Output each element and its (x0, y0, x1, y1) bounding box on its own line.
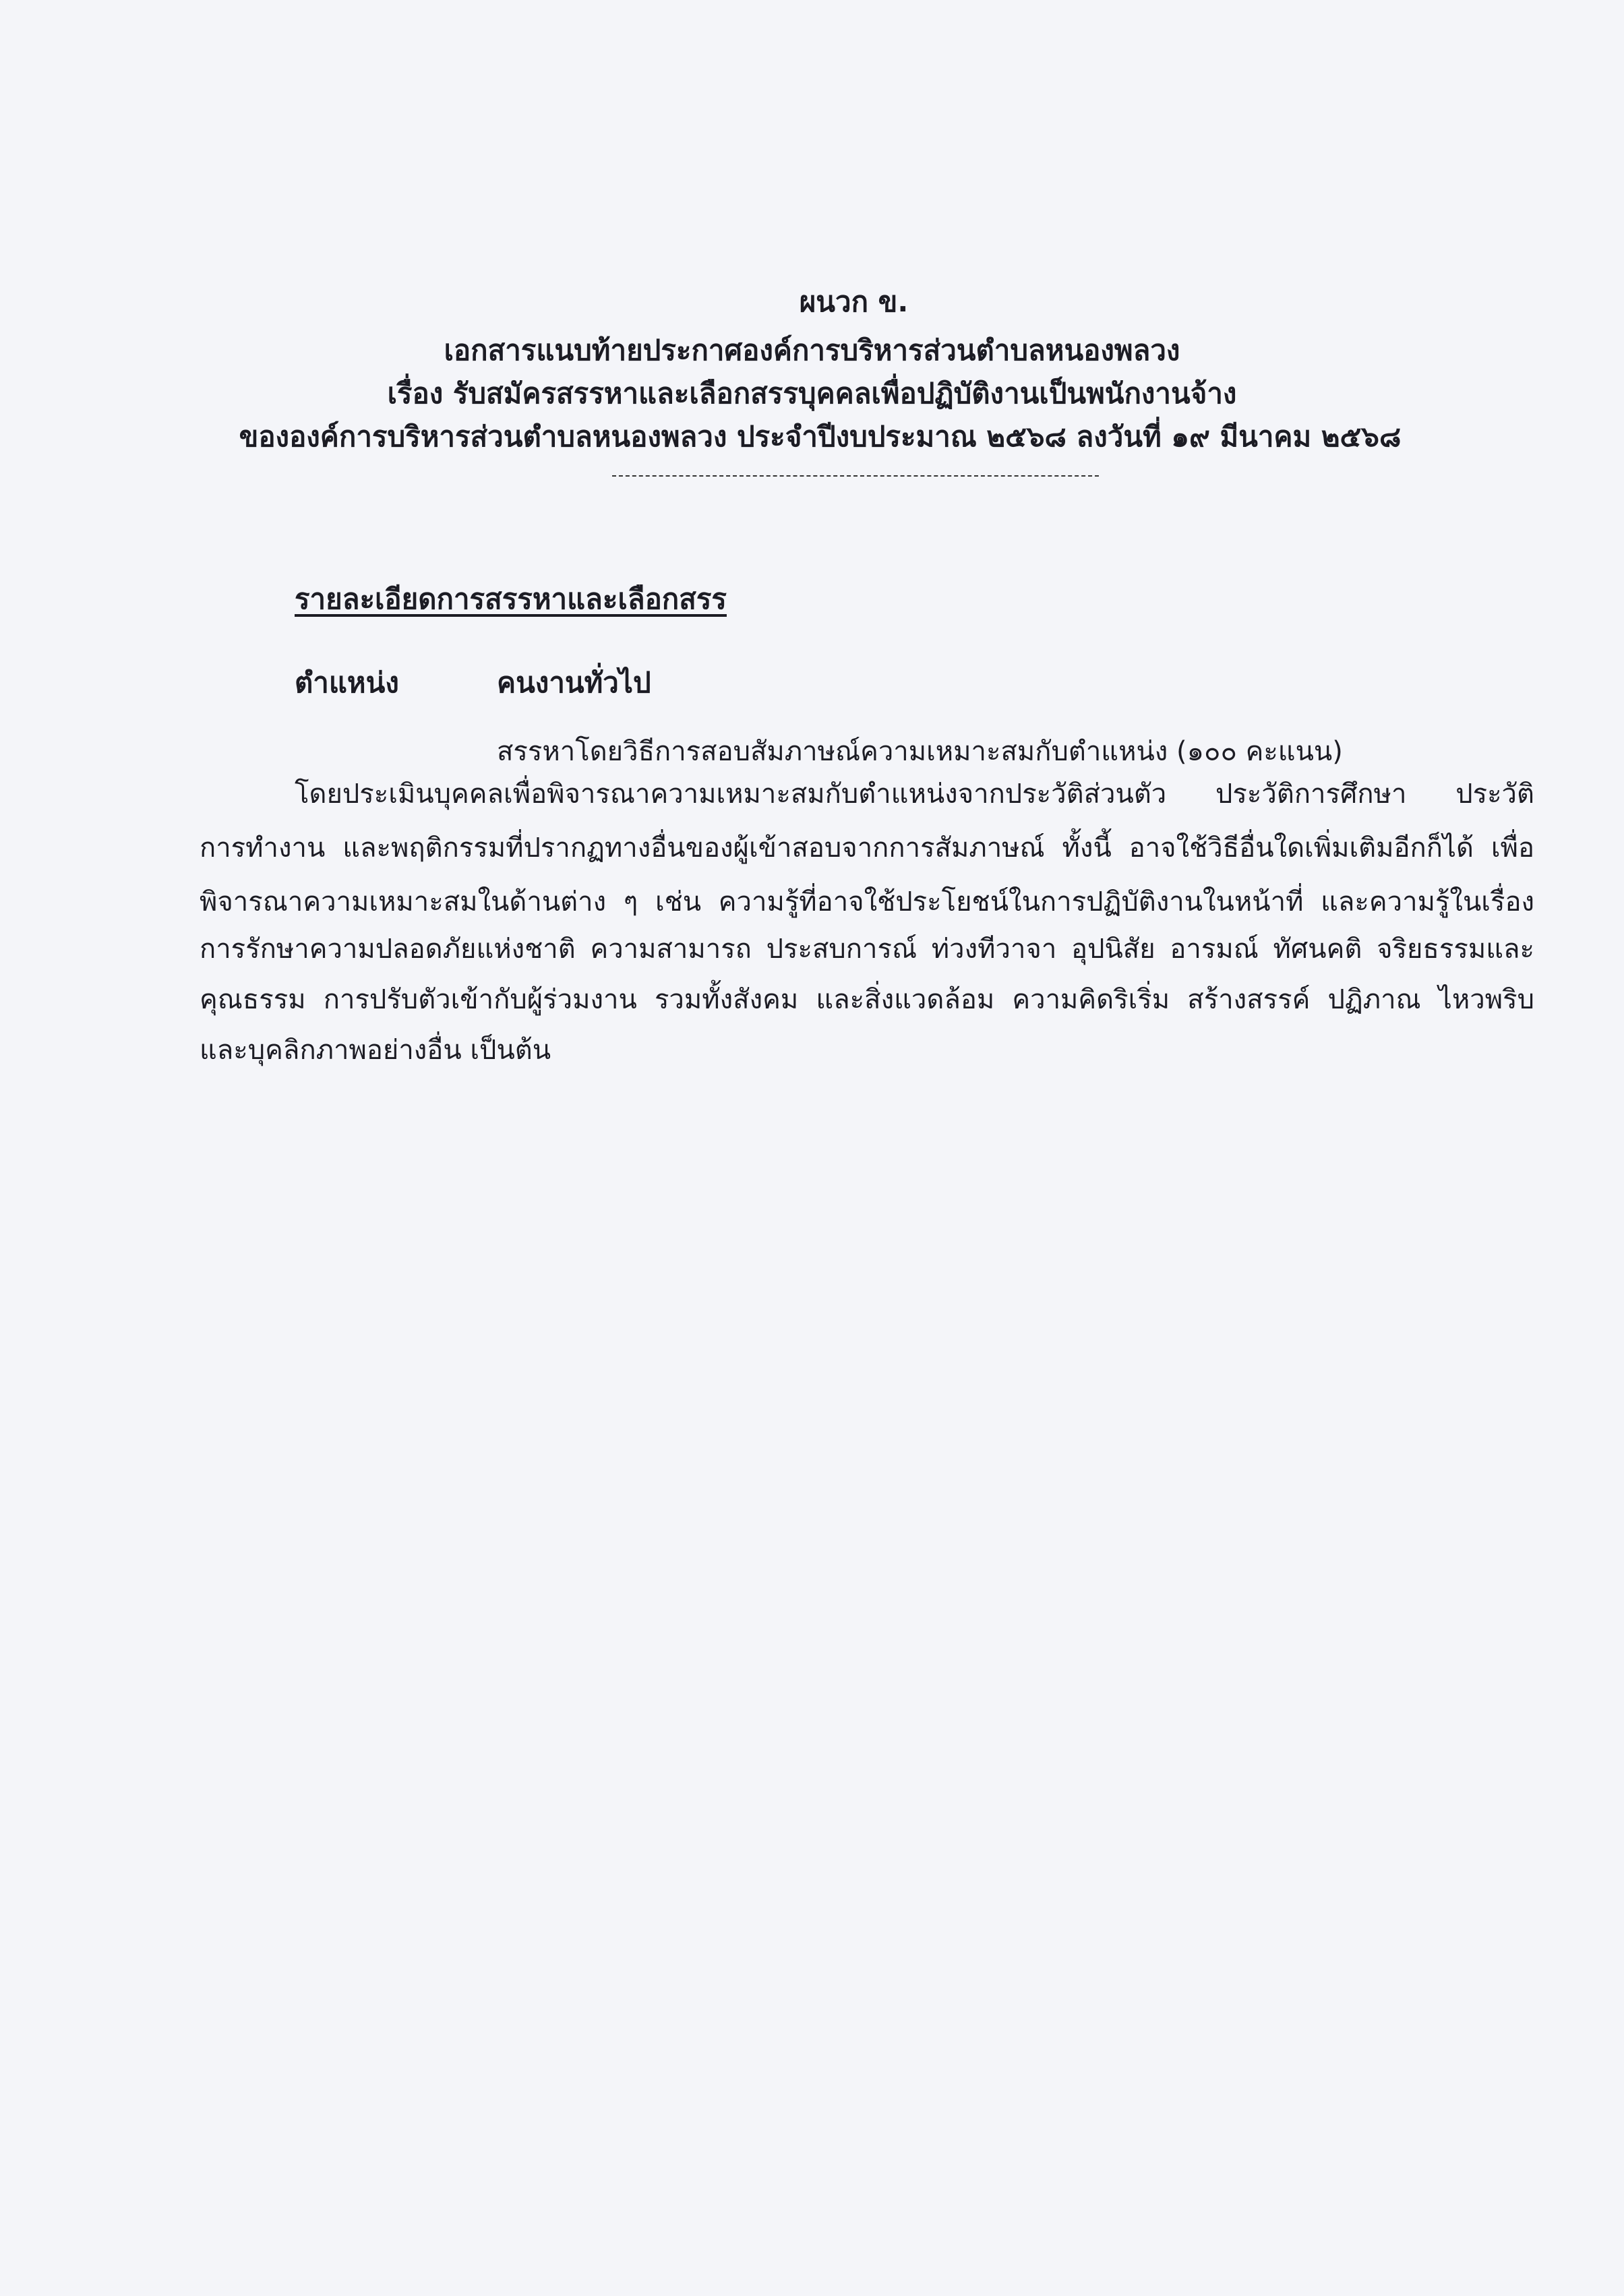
position-label: ตำแหน่ง (295, 666, 399, 699)
attachment-title: เอกสารแนบท้ายประกาศองค์การบริหารส่วนตำบลหนองพลวง (444, 334, 1180, 367)
body-paragraph-line: การรักษาความปลอดภัยแห่งชาติ ความสามารถ ประสบการณ์ ท่วงทีวาจา อุปนิสัย อารมณ์ ทัศนคติ จริยธรรมและ (200, 934, 1534, 965)
body-paragraph-line: พิจารณาความเหมาะสมในด้านต่าง ๆ เช่น ความรู้ที่อาจใช้ประโยชน์ในการปฏิบัติงานในหน้าที่ และความรู้ในเรื่อง (200, 886, 1534, 917)
body-paragraph-line: การทำงาน และพฤติกรรมที่ปรากฏทางอื่นของผู้เข้าสอบจากการสัมภาษณ์ ทั้งนี้ อาจใช้วิธีอื่นใดเพิ่มเติมอีกก็ได้ เพื่อ (200, 833, 1534, 864)
body-paragraph-line: และบุคลิกภาพอย่างอื่น เป็นต้น (200, 1035, 551, 1066)
body-paragraph-line: โดยประเมินบุคคลเพื่อพิจารณาความเหมาะสมกับตำแหน่งจากประวัติส่วนตัว ประวัติการศึกษา ประวัติ (295, 779, 1534, 810)
position-value: คนงานทั่วไป (497, 666, 651, 699)
section-title: รายละเอียดการสรรหาและเลือกสรร (295, 582, 727, 615)
body-paragraph-line: คุณธรรม การปรับตัวเข้ากับผู้ร่วมงาน รวมทั้งสังคม และสิ่งแวดล้อม ความคิดริเริ่ม สร้างสรรค์ ปฏิภาณ ไหวพริบ (200, 984, 1534, 1015)
organization-date-line: ขององค์การบริหารส่วนตำบลหนองพลวง ประจำปีงบประมาณ ๒๕๖๘ ลงวันที่ ๑๙ มีนาคม ๒๕๖๘ (239, 420, 1402, 453)
annex-label: ผนวก ข. (799, 285, 909, 318)
separator-line (612, 475, 1099, 477)
subject-line: เรื่อง รับสมัครสรรหาและเลือกสรรบุคคลเพื่อปฏิบัติงานเป็นพนักงานจ้าง (387, 377, 1237, 410)
selection-method: สรรหาโดยวิธีการสอบสัมภาษณ์ความเหมาะสมกับตำแหน่ง (๑๐๐ คะแนน) (497, 736, 1343, 767)
